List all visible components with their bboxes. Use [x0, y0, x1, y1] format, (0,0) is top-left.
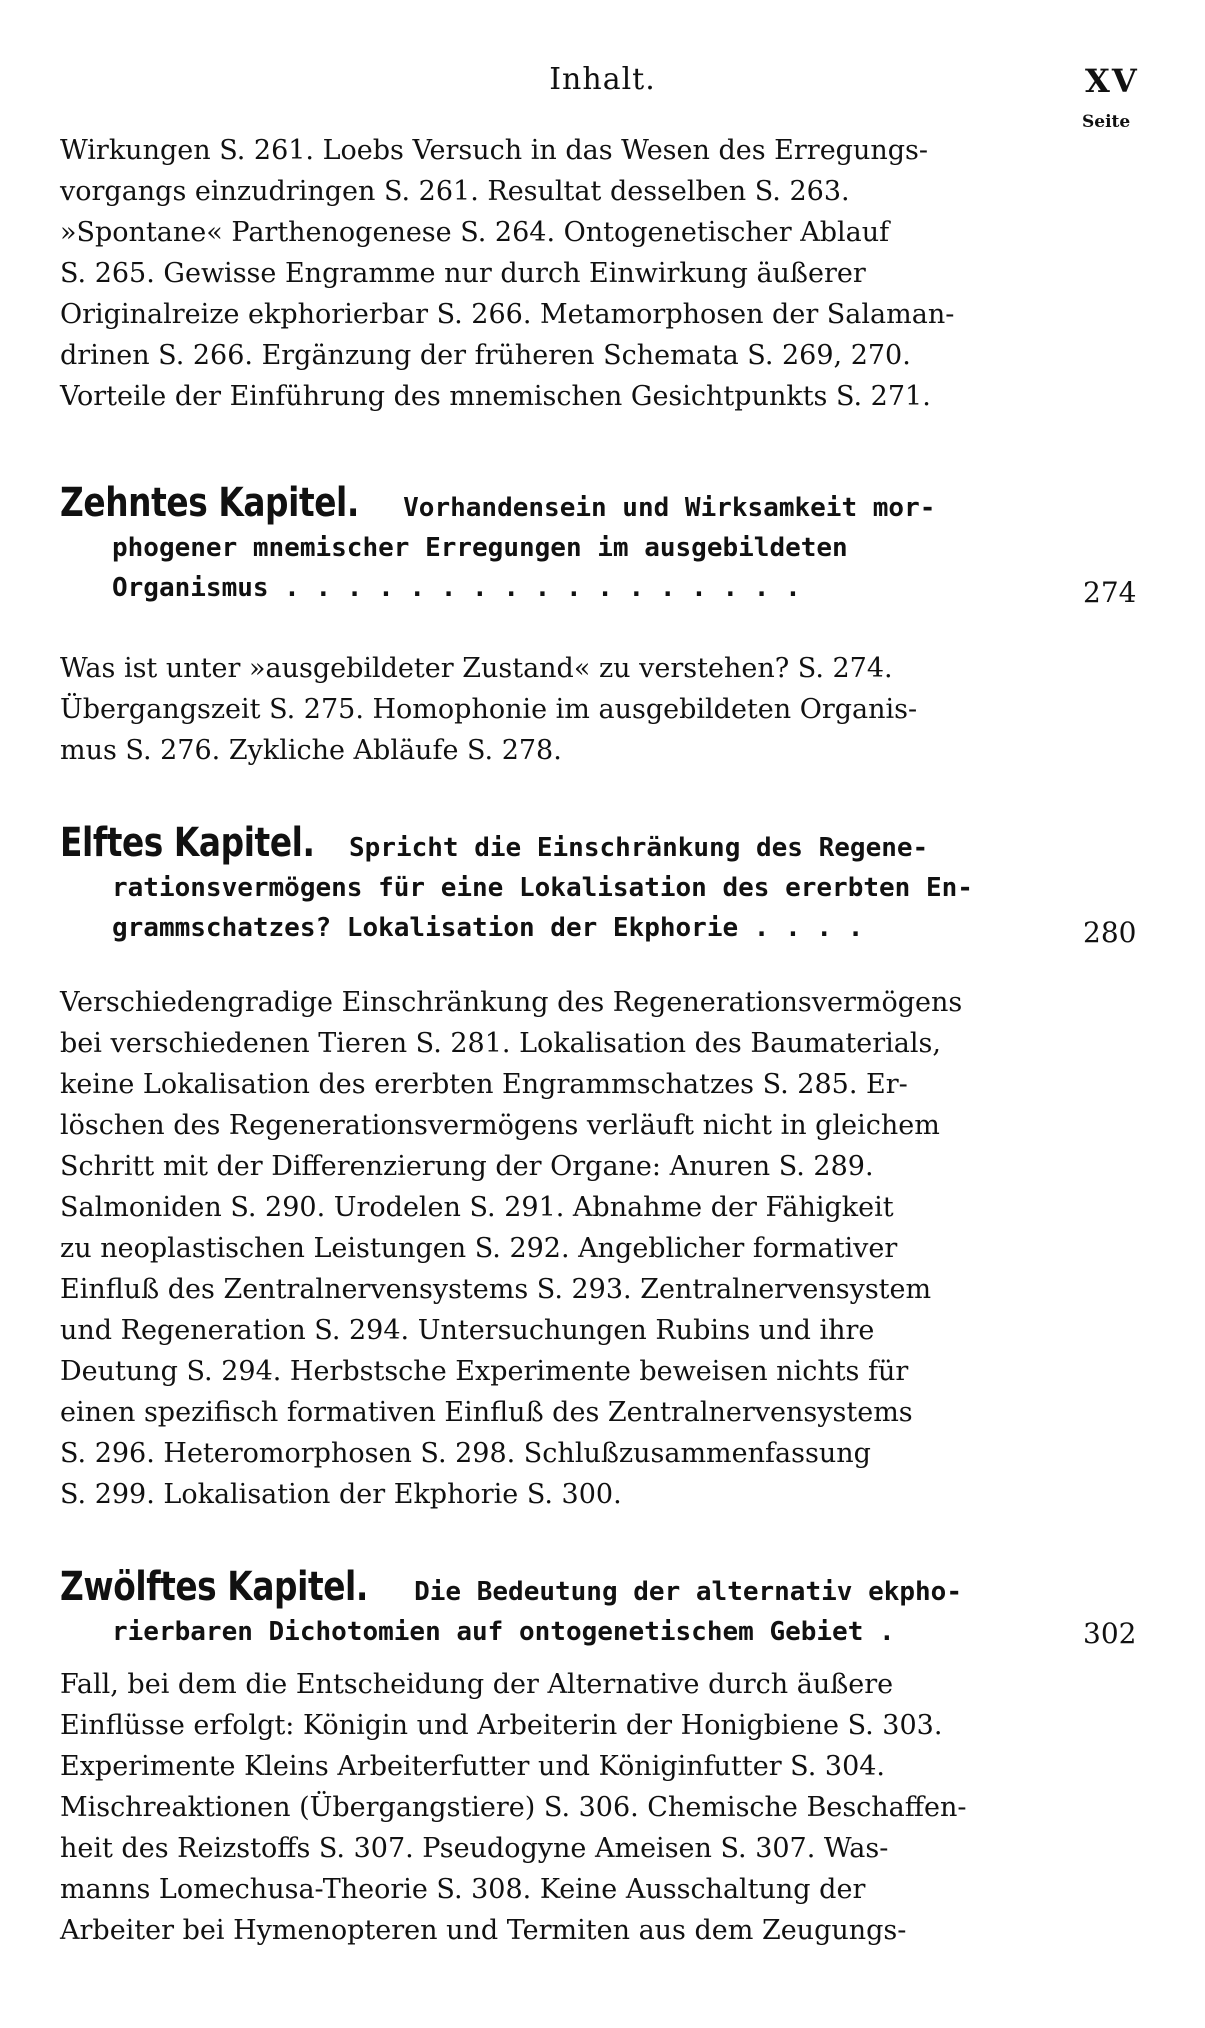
summary-line: Einflüsse erfolgt: Königin und Arbeiterin der Honigbiene S. 303.: [60, 1710, 943, 1741]
chapter-10-summary: [60, 648, 1055, 771]
summary-line: Was ist unter »ausgebildeter Zustand« zu verstehen? S. 274.: [60, 653, 893, 684]
summary-line: mus S. 276. Zykliche Abläufe S. 278.: [60, 735, 562, 766]
chapter-label: Elftes Kapitel.: [60, 820, 315, 866]
summary-line: heit des Reizstoffs S. 307. Pseudogyne Ameisen S. 307. Was-: [60, 1833, 889, 1864]
chapter-9-summary: [60, 130, 1055, 417]
summary-line: und Regeneration S. 294. Untersuchungen Rubins und ihre: [60, 1315, 875, 1346]
summary-line: Wirkungen S. 261. Loebs Versuch in das Wesen des Erregungs-: [60, 135, 929, 166]
running-title: Inhalt.: [549, 62, 656, 97]
summary-line: bei verschiedenen Tieren S. 281. Lokalisation des Baumaterials,: [60, 1028, 941, 1059]
summary-line: S. 265. Gewisse Engramme nur durch Einwirkung äußerer: [60, 258, 866, 289]
chapter-title-line: rierbaren Dichotomien auf ontogenetischem Gebiet .: [112, 1617, 895, 1647]
chapter-title-line: rationsvermögens für eine Lokalisation des ererbten En-: [112, 873, 973, 903]
chapter-12-page-number: 302: [1083, 1617, 1137, 1650]
summary-line: Salmoniden S. 290. Urodelen S. 291. Abnahme der Fähigkeit: [60, 1192, 894, 1223]
summary-line: manns Lomechusa-Theorie S. 308. Keine Ausschaltung der: [60, 1874, 866, 1905]
summary-line: S. 296. Heteromorphosen S. 298. Schlußzusammenfassung: [60, 1438, 871, 1469]
summary-line: Arbeiter bei Hymenopteren und Termiten aus dem Zeugungs-: [60, 1915, 907, 1946]
summary-line: Schritt mit der Differenzierung der Organe: Anuren S. 289.: [60, 1151, 874, 1182]
summary-line: Einfluß des Zentralnervensystems S. 293. Zentralnervensystem: [60, 1274, 932, 1305]
chapter-12-heading: [60, 1564, 1055, 1652]
summary-line: löschen des Regenerationsvermögens verläuft nicht in gleichem: [60, 1110, 940, 1141]
chapter-label: Zehntes Kapitel.: [60, 480, 359, 526]
summary-line: Fall, bei dem die Entscheidung der Alternative durch äußere: [60, 1669, 894, 1700]
summary-line: Experimente Kleins Arbeiterfutter und Königinfutter S. 304.: [60, 1751, 886, 1782]
chapter-title-line: Die Bedeutung der alternativ ekpho-: [414, 1577, 962, 1607]
page-column-label: Seite: [1082, 112, 1131, 132]
chapter-12-summary: [60, 1664, 1055, 1951]
summary-line: »Spontane« Parthenogenese S. 264. Ontogenetischer Ablauf: [60, 217, 890, 248]
summary-line: S. 299. Lokalisation der Ekphorie S. 300.: [60, 1479, 622, 1510]
chapter-label: Zwölftes Kapitel.: [60, 1564, 368, 1610]
summary-line: keine Lokalisation des ererbten Engrammschatzes S. 285. Er-: [60, 1069, 908, 1100]
summary-line: einen spezifisch formativen Einfluß des Zentralnervensystems: [60, 1397, 913, 1428]
chapter-title-line: grammschatzes? Lokalisation der Ekphorie . . . .: [112, 913, 864, 943]
summary-line: vorgangs einzudringen S. 261. Resultat desselben S. 263.: [60, 176, 850, 207]
summary-line: Deutung S. 294. Herbstsche Experimente beweisen nichts für: [60, 1356, 909, 1387]
summary-line: zu neoplastischen Leistungen S. 292. Angeblicher formativer: [60, 1233, 898, 1264]
chapter-title-line: phogener mnemischer Erregungen im ausgebildeten: [112, 533, 848, 563]
chapter-title-line: Vorhandensein und Wirksamkeit mor-: [403, 493, 936, 523]
chapter-11-page-number: 280: [1083, 916, 1137, 949]
chapter-11-heading: [60, 820, 1055, 948]
chapter-title-line: Spricht die Einschränkung des Regene-: [349, 833, 929, 863]
summary-line: Originalreize ekphorierbar S. 266. Metamorphosen der Salaman-: [60, 299, 955, 330]
page-folio: XV: [1085, 62, 1139, 100]
summary-line: Mischreaktionen (Übergangstiere) S. 306. Chemische Beschaffen-: [60, 1792, 967, 1823]
summary-line: Vorteile der Einführung des mnemischen Gesichtpunkts S. 271.: [60, 381, 931, 412]
summary-line: Übergangszeit S. 275. Homophonie im ausgebildeten Organis-: [60, 694, 918, 725]
chapter-11-summary: [60, 982, 1055, 1515]
chapter-title-line: Organismus . . . . . . . . . . . . . . . . .: [112, 573, 801, 603]
summary-line: drinen S. 266. Ergänzung der früheren Schemata S. 269, 270.: [60, 340, 911, 371]
chapter-10-heading: [60, 480, 1055, 608]
chapter-10-page-number: 274: [1083, 576, 1137, 609]
summary-line: Verschiedengradige Einschränkung des Regenerationsvermögens: [60, 987, 963, 1018]
